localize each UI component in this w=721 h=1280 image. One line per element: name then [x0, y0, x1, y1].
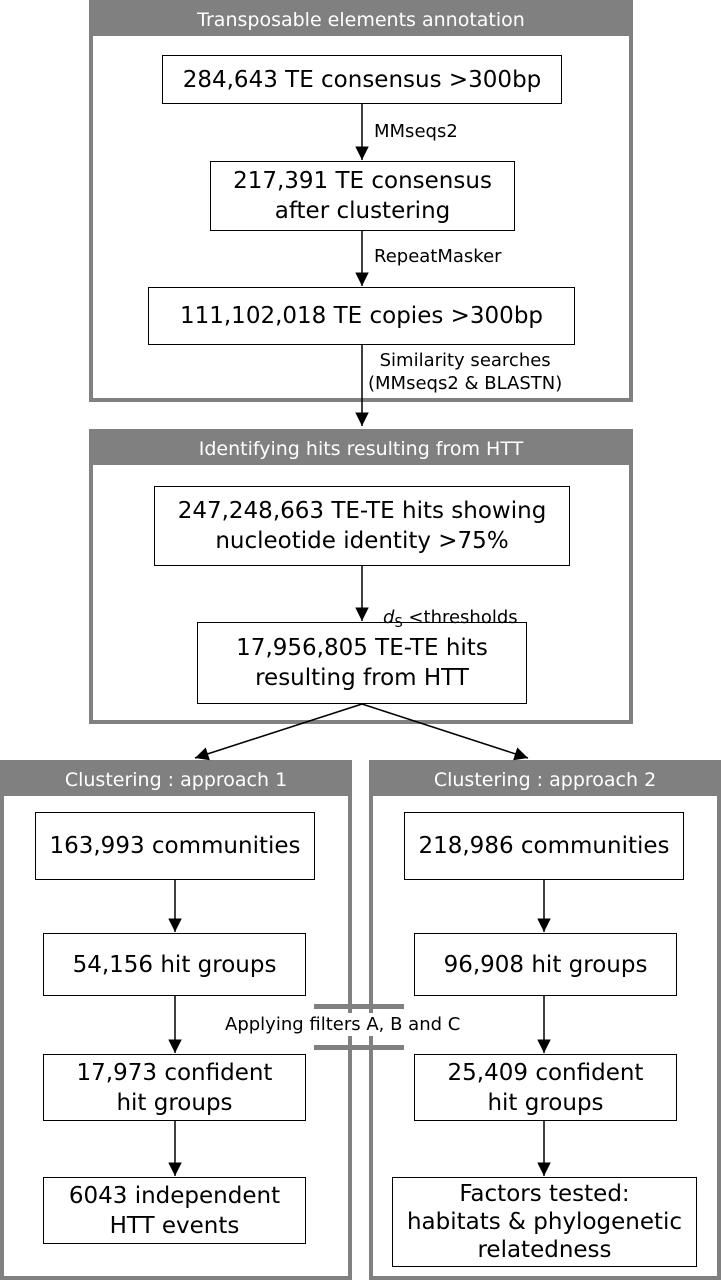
- edge-label-ds-thresholds: [383, 583, 518, 635]
- ds-subscript: S: [394, 616, 403, 631]
- edge-label-mmseqs2: MMseqs2: [374, 121, 458, 142]
- node-a2-factors-tested: Factors tested: habitats & phylogenetic relatedness: [392, 1177, 697, 1267]
- node-a1-hit-groups: 54,156 hit groups: [43, 933, 306, 996]
- filter-bar-bottom: [314, 1045, 404, 1050]
- arrow-htt-to-approach-2: [362, 704, 528, 758]
- arrow-htt-to-approach-1: [195, 704, 362, 758]
- edge-label-filters: Applying filters A, B and C: [225, 1014, 461, 1035]
- filter-bar-top: [314, 1004, 404, 1009]
- ds-symbol: d: [383, 607, 395, 628]
- node-te-consensus-clustered: 217,391 TE consensus after clustering: [210, 161, 515, 231]
- node-htt-hits: 17,956,805 TE-TE hits resulting from HTT: [197, 622, 527, 704]
- ds-threshold-text: <thresholds: [402, 607, 518, 628]
- panel-title: Identifying hits resulting from HTT: [93, 433, 629, 465]
- node-te-copies: 111,102,018 TE copies >300bp: [148, 287, 575, 345]
- panel-title: Transposable elements annotation: [93, 4, 629, 36]
- panel-title: Clustering : approach 2: [373, 764, 717, 796]
- node-te-consensus: 284,643 TE consensus >300bp: [162, 55, 562, 104]
- node-a1-htt-events: 6043 independent HTT events: [43, 1177, 306, 1244]
- node-a2-communities: 218,986 communities: [404, 812, 684, 880]
- node-a2-confident-hit-groups: 25,409 confident hit groups: [414, 1054, 677, 1121]
- edge-label-similarity-searches: Similarity searches (MMseqs2 & BLASTN): [368, 350, 563, 394]
- node-a2-hit-groups: 96,908 hit groups: [414, 933, 677, 996]
- node-tete-hits: 247,248,663 TE-TE hits showing nucleotide identity >75%: [154, 486, 570, 566]
- edge-label-repeatmasker: RepeatMasker: [374, 246, 502, 267]
- node-a1-confident-hit-groups: 17,973 confident hit groups: [43, 1054, 306, 1121]
- node-a1-communities: 163,993 communities: [35, 812, 315, 880]
- panel-title: Clustering : approach 1: [4, 764, 348, 796]
